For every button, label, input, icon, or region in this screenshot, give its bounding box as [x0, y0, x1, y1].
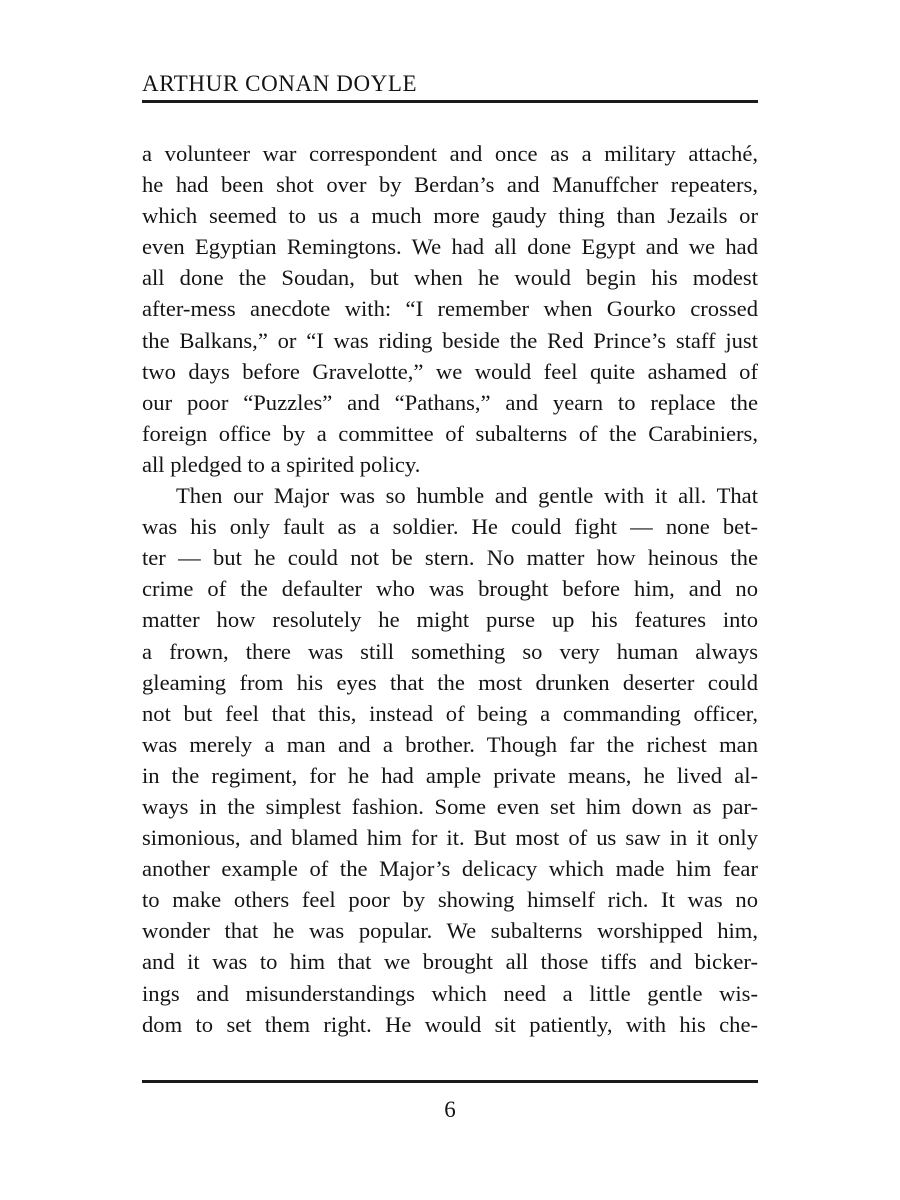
footer-rule [142, 1080, 758, 1083]
paragraph-1 [142, 138, 758, 480]
text-line: all pledged to a spirited policy. [142, 451, 421, 477]
text-line: was his only fault as a soldier. He could fight — none bet- [142, 514, 758, 540]
text-line: another example of the Major’s delicacy which made him fear [142, 856, 758, 882]
text-line: a frown, there was still something so very human always [142, 638, 758, 664]
text-line: gleaming from his eyes that the most drunken deserter could [142, 669, 758, 695]
text-line: all done the Soudan, but when he would begin his modest [142, 265, 758, 291]
text-line: even Egyptian Remingtons. We had all done Egypt and we had [142, 234, 758, 260]
text-line: the Balkans,” or “I was riding beside the Red Prince’s staff just [142, 327, 758, 353]
text-line: Then our Major was so humble and gentle with it all. That [176, 483, 758, 509]
running-head-author: ARTHUR CONAN DOYLE [142, 71, 418, 96]
text-line: to make others feel poor by showing himself rich. It was no [142, 887, 758, 913]
text-line: ings and misunderstandings which need a little gentle wis- [142, 980, 758, 1006]
text-line: dom to set them right. He would sit patiently, with his che- [142, 1011, 758, 1037]
text-line: ways in the simplest fashion. Some even set him down as par- [142, 793, 758, 819]
paragraph-2 [142, 480, 758, 1040]
text-line: crime of the defaulter who was brought before him, and no [142, 576, 758, 602]
header-rule [142, 100, 758, 103]
text-line: a volunteer war correspondent and once as a military attaché, [142, 141, 758, 166]
text-line: which seemed to us a much more gaudy thing than Jezails or [142, 203, 758, 229]
text-line: not but feel that this, instead of being a commanding officer, [142, 700, 758, 726]
text-line: simonious, and blamed him for it. But most of us saw in it only [142, 825, 758, 851]
text-line: matter how resolutely he might purse up his features into [142, 607, 758, 633]
body-text [142, 138, 758, 1040]
text-line: our poor “Puzzles” and “Pathans,” and yearn to replace the [142, 389, 758, 415]
text-line: was merely a man and a brother. Though far the richest man [142, 731, 758, 757]
text-line: wonder that he was popular. We subalterns worshipped him, [142, 918, 758, 944]
text-line: he had been shot over by Berdan’s and Manuffcher repeaters, [142, 172, 758, 198]
text-line: two days before Gravelotte,” we would feel quite ashamed of [142, 358, 758, 384]
text-line: ter — but he could not be stern. No matter how heinous the [142, 545, 758, 571]
text-line: after-mess anecdote with: “I remember when Gourko crossed [142, 296, 758, 322]
text-line: in the regiment, for he had ample private means, he lived al- [142, 762, 758, 788]
text-line: and it was to him that we brought all those tiffs and bicker- [142, 949, 758, 975]
text-line: foreign office by a committee of subalterns of the Carabiniers, [142, 420, 758, 446]
page-number: 6 [444, 1097, 456, 1122]
